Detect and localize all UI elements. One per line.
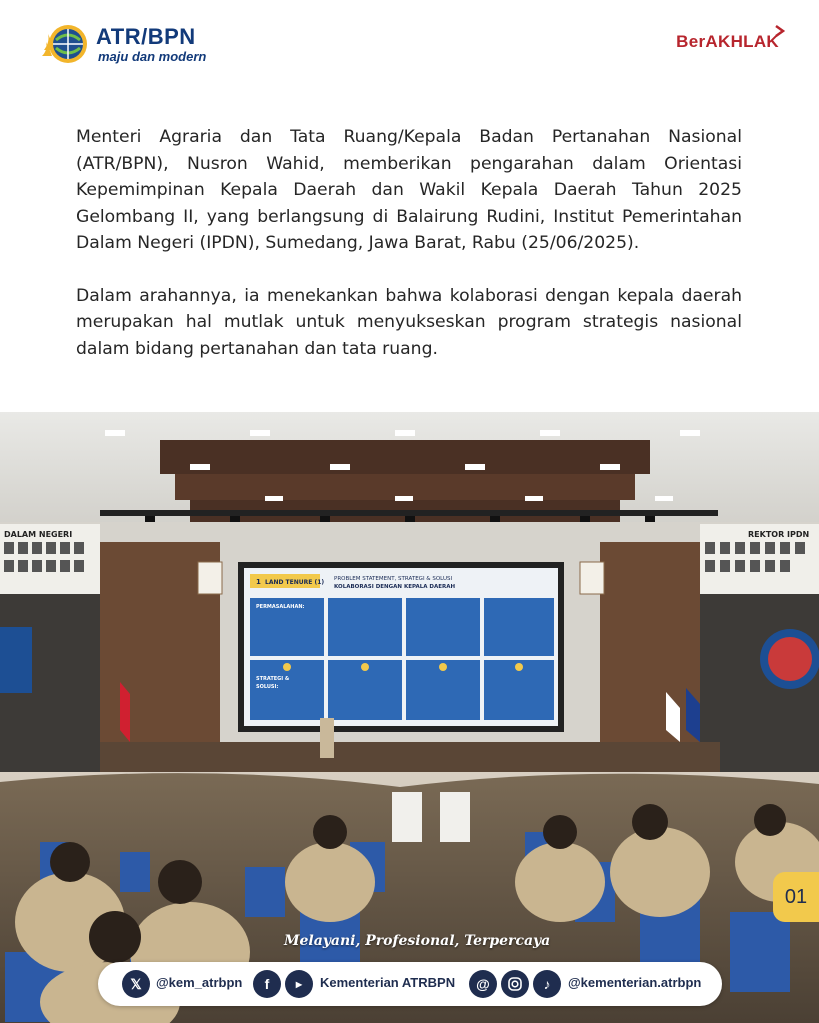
article-paragraph: Menteri Agraria dan Tata Ruang/Kepala Badan Pertanahan Nasional (ATR/BPN), Nusron Wahid, memberikan pengarahan dalam Orientasi Kepemimpinan Kepala Daerah dan Wakil Kepala Daerah Tahun 2025 Gelombang II, yang berlangsung di Balairung Rudini, Institut Pemerintahan Dalam Negeri (IPDN), Sumedang, Jawa Barat, Rabu (25/06/2025).: [76, 127, 742, 253]
article-body: [76, 124, 742, 388]
tagline: Melayani, Profesional, Terpercaya: [284, 933, 551, 949]
slide-solution-heading: STRATEGI &: [256, 676, 290, 682]
wall-sign-left: DALAM NEGERI: [4, 530, 73, 539]
event-photo: [0, 412, 819, 1023]
threads-instagram-tiktok-handle[interactable]: @kementerian.atrbpn: [568, 975, 702, 990]
brand-tagline: maju dan modern: [98, 49, 207, 64]
chevron-right-icon: [773, 24, 787, 38]
social-media-bar: [98, 962, 722, 1006]
slide-problem-heading: PERMASALAHAN:: [256, 604, 305, 610]
atrbpn-emblem-icon: [40, 20, 92, 68]
x-icon[interactable]: 𝕏: [122, 970, 150, 998]
slide-section: LAND TENURE (1): [265, 579, 325, 586]
auditorium-scene: [0, 412, 819, 1023]
slide-title-line1: PROBLEM STATEMENT, STRATEGI & SOLUSI: [334, 576, 453, 582]
page-number-badge: 01: [773, 872, 819, 922]
threads-icon[interactable]: @: [469, 970, 497, 998]
facebook-icon[interactable]: f: [253, 970, 281, 998]
youtube-icon[interactable]: ▶: [285, 970, 313, 998]
atrbpn-logo: [40, 20, 240, 68]
brand-title: ATR/BPN: [96, 24, 196, 49]
facebook-youtube-name[interactable]: Kementerian ATRBPN: [320, 975, 456, 990]
slide-number: 1: [256, 578, 261, 586]
wall-sign-right: REKTOR IPDN: [748, 530, 810, 539]
x-handle[interactable]: @kem_atrbpn: [156, 975, 243, 990]
berakhlak-badge: [676, 32, 779, 64]
slide-solution-heading-2: SOLUSI:: [256, 684, 279, 690]
instagram-icon[interactable]: [501, 970, 529, 998]
slide-title-line2: KOLABORASI DENGAN KEPALA DAERAH: [334, 584, 456, 590]
tiktok-icon[interactable]: ♪: [533, 970, 561, 998]
article-paragraph: Dalam arahannya, ia menekankan bahwa kolaborasi dengan kepala daerah merupakan hal mutlak untuk menyukseskan program strategis nasional dalam bidang pertanahan dan tata ruang.: [76, 285, 742, 359]
berakhlak-label: BerAKHLAK: [676, 32, 779, 51]
